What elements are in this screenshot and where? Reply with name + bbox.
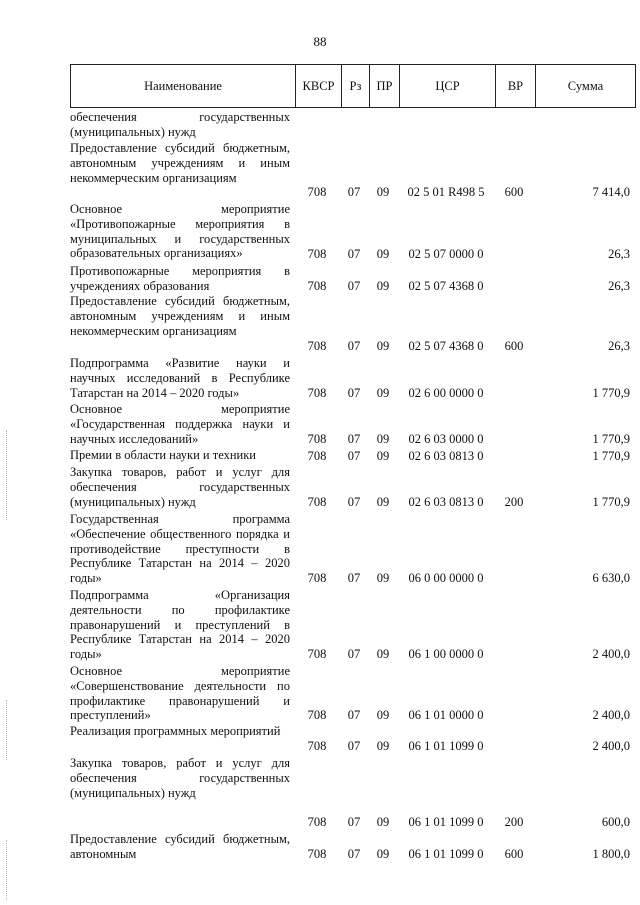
row-rz: 07 — [347, 847, 361, 862]
row-name: Основное мероприятие «Противопожарные мероприятия в муниципальных и государственных образовательных организациях» — [70, 202, 290, 261]
table-row — [70, 465, 636, 510]
row-kvsr: 708 — [307, 571, 327, 586]
row-pr: 09 — [376, 339, 390, 354]
row-csr: 02 6 03 0813 0 — [408, 495, 484, 510]
header-name: Наименование — [144, 78, 222, 93]
table-row — [70, 512, 636, 586]
row-rz: 07 — [347, 449, 361, 464]
row-pr: 09 — [376, 279, 390, 294]
table-row — [70, 110, 636, 140]
row-name: Подпрограмма «Развитие науки и научных исследований в Республике Татарстан на 2014 – 2020 годы» — [70, 356, 290, 400]
row-rz: 07 — [347, 432, 361, 447]
row-pr: 09 — [376, 185, 390, 200]
row-csr: 02 5 07 0000 0 — [408, 247, 484, 262]
row-rz: 07 — [347, 815, 361, 830]
row-sum: 1 800,0 — [592, 847, 630, 862]
row-csr: 06 1 01 1099 0 — [408, 739, 484, 754]
row-pr: 09 — [376, 495, 390, 510]
row-name: Основное мероприятие «Совершенствование деятельности по профилактике правонарушений и преступлений» — [70, 664, 290, 723]
header-sum: Сумма — [535, 65, 635, 107]
row-kvsr: 708 — [307, 739, 327, 754]
row-sum: 26,3 — [608, 247, 630, 262]
row-csr: 06 1 00 0000 0 — [408, 647, 484, 662]
table-row — [70, 756, 636, 830]
row-vr: 200 — [504, 815, 524, 830]
row-vr: 200 — [504, 495, 524, 510]
header-kvsr: КВСР — [295, 65, 341, 107]
row-csr: 06 1 01 1099 0 — [408, 847, 484, 862]
row-sum: 2 400,0 — [592, 739, 630, 754]
row-name: Подпрограмма «Организация деятельности по профилактике правонарушений и преступлений в Республике Татарстан на 2014 – 2020 годы» — [70, 588, 290, 662]
table-row — [70, 588, 636, 662]
table-row — [70, 264, 636, 294]
table-row — [70, 832, 636, 862]
header-pr: ПР — [369, 65, 399, 107]
row-name: Основное мероприятие «Государственная поддержка науки и научных исследований» — [70, 402, 290, 446]
row-rz: 07 — [347, 185, 361, 200]
row-sum: 1 770,9 — [592, 386, 630, 401]
table-row — [70, 724, 636, 754]
row-rz: 07 — [347, 386, 361, 401]
row-csr: 02 6 00 0000 0 — [408, 386, 484, 401]
header-csr: ЦСР — [399, 65, 495, 107]
table-header — [70, 64, 636, 108]
table-row — [70, 141, 636, 200]
row-kvsr: 708 — [307, 449, 327, 464]
row-kvsr: 708 — [307, 247, 327, 262]
row-pr: 09 — [376, 847, 390, 862]
row-kvsr: 708 — [307, 847, 327, 862]
header-vr: ВР — [495, 65, 535, 107]
row-rz: 07 — [347, 247, 361, 262]
row-kvsr: 708 — [307, 708, 327, 723]
row-sum: 600,0 — [601, 815, 630, 830]
row-kvsr: 708 — [307, 815, 327, 830]
header-rz: Рз — [341, 65, 369, 107]
row-sum: 2 400,0 — [592, 647, 630, 662]
table-row — [70, 202, 636, 262]
row-rz: 07 — [347, 495, 361, 510]
row-sum: 1 770,9 — [592, 449, 630, 464]
row-kvsr: 708 — [307, 432, 327, 447]
row-name: Противопожарные мероприятия в учреждениях образования — [70, 264, 290, 293]
row-csr: 02 6 03 0000 0 — [408, 432, 484, 447]
row-pr: 09 — [376, 739, 390, 754]
row-csr: 06 1 01 1099 0 — [408, 815, 484, 830]
row-csr: 02 5 01 R498 5 — [407, 185, 485, 200]
row-name: Предоставление субсидий бюджетным, автономным учреждениям и иным некоммерческим организациям — [70, 141, 290, 185]
scan-artifact — [6, 430, 8, 520]
row-name: Государственная программа «Обеспечение общественного порядка и противодействие преступности в Республике Татарстан на 2014 – 2020 годы» — [70, 512, 290, 586]
page-number: 88 — [313, 34, 327, 49]
row-rz: 07 — [347, 708, 361, 723]
row-pr: 09 — [376, 247, 390, 262]
table-row — [70, 402, 636, 447]
row-kvsr: 708 — [307, 185, 327, 200]
row-csr: 06 1 01 0000 0 — [408, 708, 484, 723]
row-name: Премии в области науки и техники — [70, 448, 256, 462]
row-pr: 09 — [376, 647, 390, 662]
row-kvsr: 708 — [307, 647, 327, 662]
row-vr: 600 — [504, 847, 524, 862]
row-rz: 07 — [347, 339, 361, 354]
row-pr: 09 — [376, 815, 390, 830]
row-sum: 6 630,0 — [592, 571, 630, 586]
table-row — [70, 664, 636, 723]
row-pr: 09 — [376, 571, 390, 586]
row-name: Предоставление субсидий бюджетным, автономным учреждениям и иным некоммерческим организациям — [70, 294, 290, 338]
table-row — [70, 448, 636, 464]
row-vr: 600 — [504, 185, 524, 200]
row-kvsr: 708 — [307, 339, 327, 354]
row-pr: 09 — [376, 386, 390, 401]
row-sum: 1 770,9 — [592, 495, 630, 510]
row-pr: 09 — [376, 449, 390, 464]
row-name: Предоставление субсидий бюджетным, автономным — [70, 832, 290, 861]
row-vr: 600 — [504, 339, 524, 354]
row-sum: 26,3 — [608, 279, 630, 294]
row-sum: 2 400,0 — [592, 708, 630, 723]
row-csr: 02 5 07 4368 0 — [408, 279, 484, 294]
row-name: обеспечения государственных (муниципальных) нужд — [70, 110, 290, 139]
row-rz: 07 — [347, 739, 361, 754]
row-sum: 7 414,0 — [592, 185, 630, 200]
row-name: Закупка товаров, работ и услуг для обеспечения государственных (муниципальных) нужд — [70, 465, 290, 509]
row-pr: 09 — [376, 432, 390, 447]
row-pr: 09 — [376, 708, 390, 723]
row-rz: 07 — [347, 279, 361, 294]
table-row — [70, 356, 636, 401]
row-name: Реализация программных мероприятий — [70, 724, 281, 738]
row-sum: 26,3 — [608, 339, 630, 354]
table-row — [70, 294, 636, 354]
row-kvsr: 708 — [307, 386, 327, 401]
row-csr: 06 0 00 0000 0 — [408, 571, 484, 586]
row-sum: 1 770,9 — [592, 432, 630, 447]
row-rz: 07 — [347, 647, 361, 662]
row-csr: 02 6 03 0813 0 — [408, 449, 484, 464]
row-rz: 07 — [347, 571, 361, 586]
row-name: Закупка товаров, работ и услуг для обеспечения государственных (муниципальных) нужд — [70, 756, 290, 800]
scan-artifact — [6, 840, 8, 900]
row-kvsr: 708 — [307, 279, 327, 294]
row-csr: 02 5 07 4368 0 — [408, 339, 484, 354]
scan-artifact — [6, 700, 8, 760]
row-kvsr: 708 — [307, 495, 327, 510]
